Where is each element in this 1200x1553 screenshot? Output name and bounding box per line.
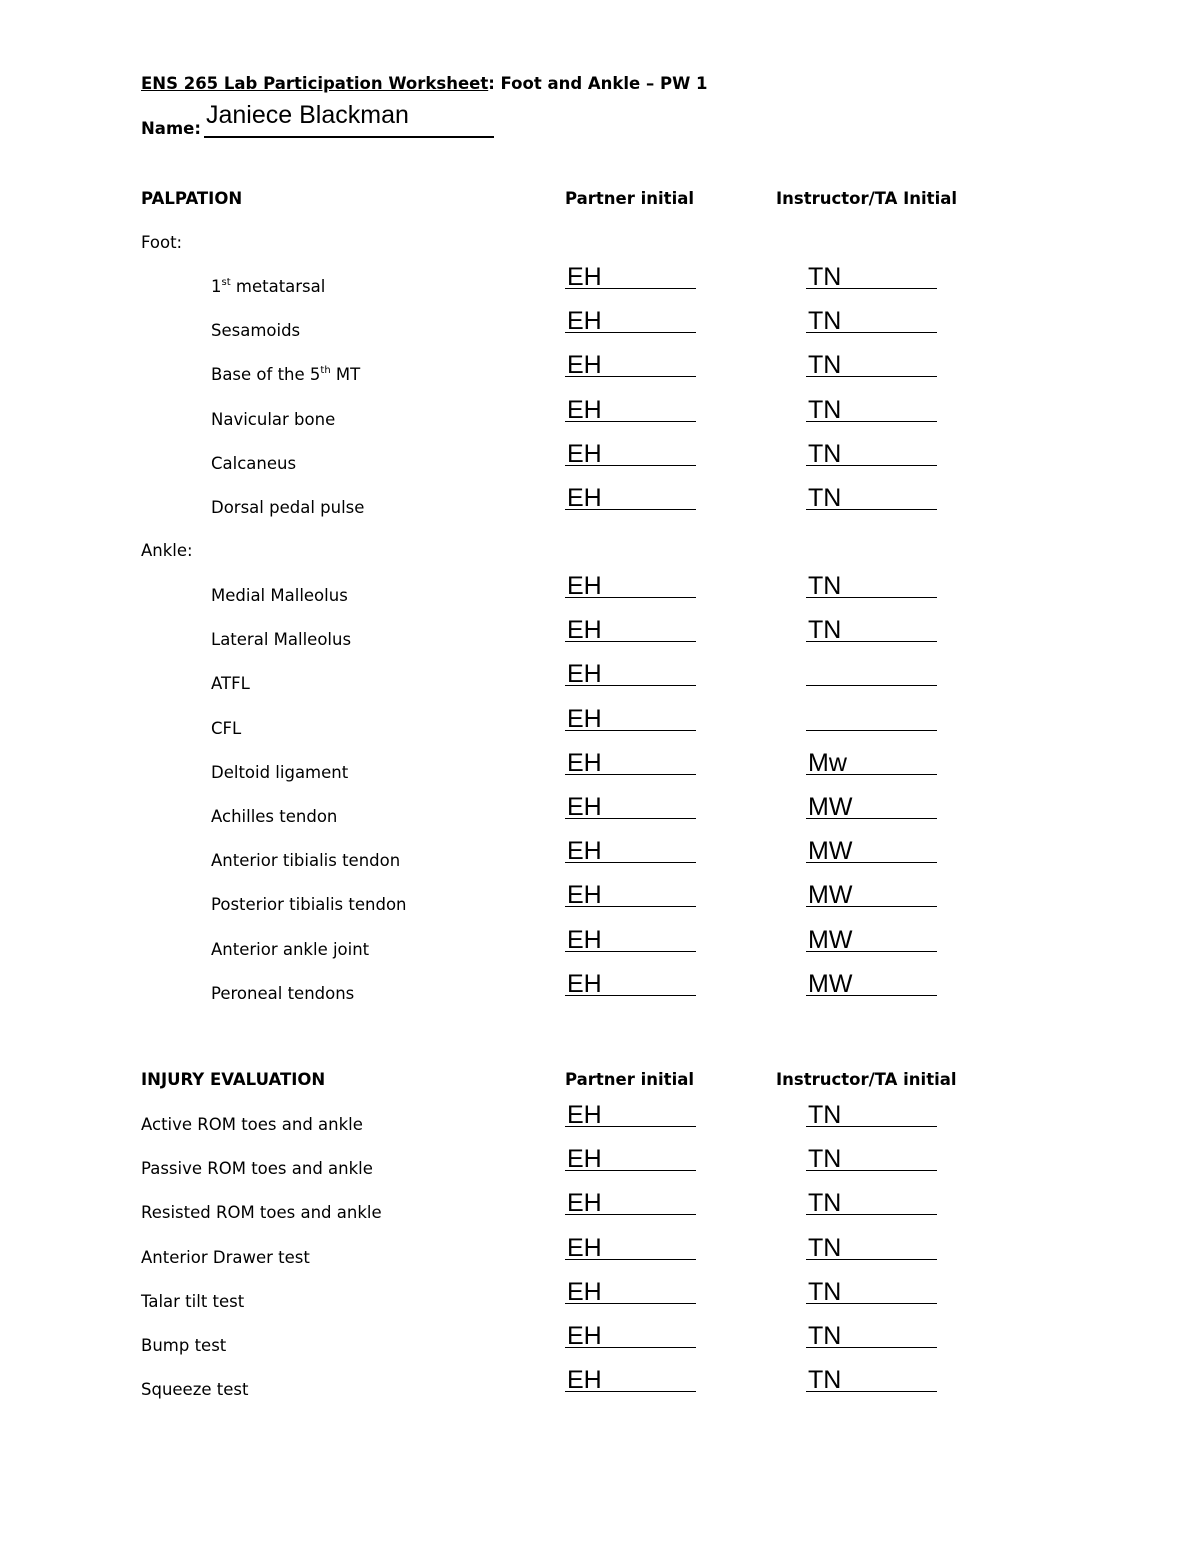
ankle-item-9-label: Anterior ankle joint bbox=[211, 939, 370, 959]
ankle-item-7-instructor-initial-field[interactable]: MW bbox=[806, 840, 937, 863]
foot-item-1-instructor-initial-field[interactable]: TN bbox=[806, 266, 937, 289]
injury-item-2-partner-initial-field[interactable]: EH bbox=[565, 1148, 696, 1171]
ankle-item-5-partner-initial-field[interactable]: EH bbox=[565, 752, 696, 775]
palpation-heading: PALPATION bbox=[141, 189, 243, 208]
foot-item-3-label: Base of the 5th MT bbox=[211, 364, 361, 385]
name-value: Janiece Blackman bbox=[206, 101, 409, 129]
ankle-item-2-instructor-initial-field[interactable]: TN bbox=[806, 619, 937, 642]
injury-item-1-label: Active ROM toes and ankle bbox=[141, 1115, 363, 1134]
ankle-group-label: Ankle: bbox=[141, 541, 193, 560]
ankle-item-4-instructor-initial-field[interactable] bbox=[806, 708, 937, 731]
ankle-item-4-partner-initial-field[interactable]: EH bbox=[565, 708, 696, 731]
foot-item-4-partner-initial-field[interactable]: EH bbox=[565, 399, 696, 422]
injury-item-6-instructor-initial-field[interactable]: TN bbox=[806, 1325, 937, 1348]
foot-item-1-partner-initial-field[interactable]: EH bbox=[565, 266, 696, 289]
injury-item-6-partner-initial-field[interactable]: EH bbox=[565, 1325, 696, 1348]
foot-item-3-label-superscript: th bbox=[320, 364, 331, 376]
injury-item-5-partner-initial-field[interactable]: EH bbox=[565, 1281, 696, 1304]
worksheet-title-course: ENS 265 Lab Participation Worksheet bbox=[141, 74, 489, 93]
injury-item-3-partner-initial-field[interactable]: EH bbox=[565, 1192, 696, 1215]
foot-item-5-instructor-initial-field[interactable]: TN bbox=[806, 443, 937, 466]
injury-item-4-label: Anterior Drawer test bbox=[141, 1247, 310, 1267]
injury-item-1-partner-initial-field[interactable]: EH bbox=[565, 1104, 696, 1127]
injury-evaluation-heading: INJURY EVALUATION bbox=[141, 1070, 326, 1089]
injury-item-2-label: Passive ROM toes and ankle bbox=[141, 1159, 373, 1179]
foot-item-5-partner-initial-field[interactable]: EH bbox=[565, 443, 696, 466]
ankle-item-7-partner-initial-field[interactable]: EH bbox=[565, 840, 696, 863]
injury-item-6-label: Bump test bbox=[141, 1336, 227, 1355]
injury-item-4-instructor-initial-field[interactable]: TN bbox=[806, 1237, 937, 1260]
injury-item-7-label: Squeeze test bbox=[141, 1380, 249, 1400]
ankle-item-8-partner-initial-field[interactable]: EH bbox=[565, 884, 696, 907]
name-field[interactable] bbox=[204, 136, 494, 138]
injury-instructor-column-header: Instructor/TA initial bbox=[776, 1070, 957, 1089]
worksheet-title-topic: : Foot and Ankle – PW 1 bbox=[488, 74, 708, 93]
name-label: Name: bbox=[141, 119, 201, 138]
foot-item-2-instructor-initial-field[interactable]: TN bbox=[806, 310, 937, 333]
foot-item-3-instructor-initial-field[interactable]: TN bbox=[806, 354, 937, 377]
ankle-item-8-label: Posterior tibialis tendon bbox=[211, 895, 407, 915]
ankle-item-8-instructor-initial-field[interactable]: MW bbox=[806, 884, 937, 907]
injury-item-4-partner-initial-field[interactable]: EH bbox=[565, 1237, 696, 1260]
ankle-item-2-label: Lateral Malleolus bbox=[211, 630, 352, 650]
ankle-item-10-partner-initial-field[interactable]: EH bbox=[565, 973, 696, 996]
injury-item-5-instructor-initial-field[interactable]: TN bbox=[806, 1281, 937, 1304]
foot-item-3-partner-initial-field[interactable]: EH bbox=[565, 354, 696, 377]
injury-item-1-instructor-initial-field[interactable]: TN bbox=[806, 1104, 937, 1127]
foot-item-4-label: Navicular bone bbox=[211, 409, 336, 429]
palpation-instructor-column-header: Instructor/TA Initial bbox=[776, 189, 958, 208]
ankle-item-7-label: Anterior tibialis tendon bbox=[211, 851, 401, 871]
foot-item-2-label: Sesamoids bbox=[211, 321, 301, 341]
foot-item-1-label: 1st metatarsal bbox=[211, 276, 326, 296]
ankle-item-3-partner-initial-field[interactable]: EH bbox=[565, 663, 696, 686]
foot-item-1-label-superscript: st bbox=[221, 276, 231, 288]
ankle-item-3-instructor-initial-field[interactable] bbox=[806, 663, 937, 686]
foot-item-4-instructor-initial-field[interactable]: TN bbox=[806, 399, 937, 422]
ankle-item-5-label: Deltoid ligament bbox=[211, 762, 349, 782]
ankle-item-6-partner-initial-field[interactable]: EH bbox=[565, 796, 696, 819]
ankle-item-9-instructor-initial-field[interactable]: MW bbox=[806, 929, 937, 952]
ankle-item-10-label: Peroneal tendons bbox=[211, 983, 355, 1003]
ankle-item-3-label: ATFL bbox=[211, 674, 250, 694]
injury-partner-column-header: Partner initial bbox=[565, 1070, 695, 1089]
injury-item-7-instructor-initial-field[interactable]: TN bbox=[806, 1369, 937, 1392]
foot-item-6-partner-initial-field[interactable]: EH bbox=[565, 487, 696, 510]
injury-item-7-partner-initial-field[interactable]: EH bbox=[565, 1369, 696, 1392]
ankle-item-10-instructor-initial-field[interactable]: MW bbox=[806, 973, 937, 996]
injury-item-5-label: Talar tilt test bbox=[141, 1291, 245, 1311]
foot-group-label: Foot: bbox=[141, 233, 183, 252]
ankle-item-1-label: Medial Malleolus bbox=[211, 586, 348, 605]
ankle-item-4-label: CFL bbox=[211, 718, 242, 738]
worksheet-title bbox=[141, 74, 708, 93]
ankle-item-6-label: Achilles tendon bbox=[211, 807, 338, 826]
ankle-item-5-instructor-initial-field[interactable]: Mw bbox=[806, 752, 937, 775]
ankle-item-1-instructor-initial-field[interactable]: TN bbox=[806, 575, 937, 598]
ankle-item-2-partner-initial-field[interactable]: EH bbox=[565, 619, 696, 642]
foot-item-5-label: Calcaneus bbox=[211, 453, 297, 473]
ankle-item-1-partner-initial-field[interactable]: EH bbox=[565, 575, 696, 598]
injury-item-3-label: Resisted ROM toes and ankle bbox=[141, 1203, 382, 1223]
foot-item-6-label: Dorsal pedal pulse bbox=[211, 498, 365, 517]
ankle-item-9-partner-initial-field[interactable]: EH bbox=[565, 929, 696, 952]
foot-item-6-instructor-initial-field[interactable]: TN bbox=[806, 487, 937, 510]
ankle-item-6-instructor-initial-field[interactable]: MW bbox=[806, 796, 937, 819]
palpation-partner-column-header: Partner initial bbox=[565, 189, 695, 208]
foot-item-2-partner-initial-field[interactable]: EH bbox=[565, 310, 696, 333]
injury-item-2-instructor-initial-field[interactable]: TN bbox=[806, 1148, 937, 1171]
injury-item-3-instructor-initial-field[interactable]: TN bbox=[806, 1192, 937, 1215]
